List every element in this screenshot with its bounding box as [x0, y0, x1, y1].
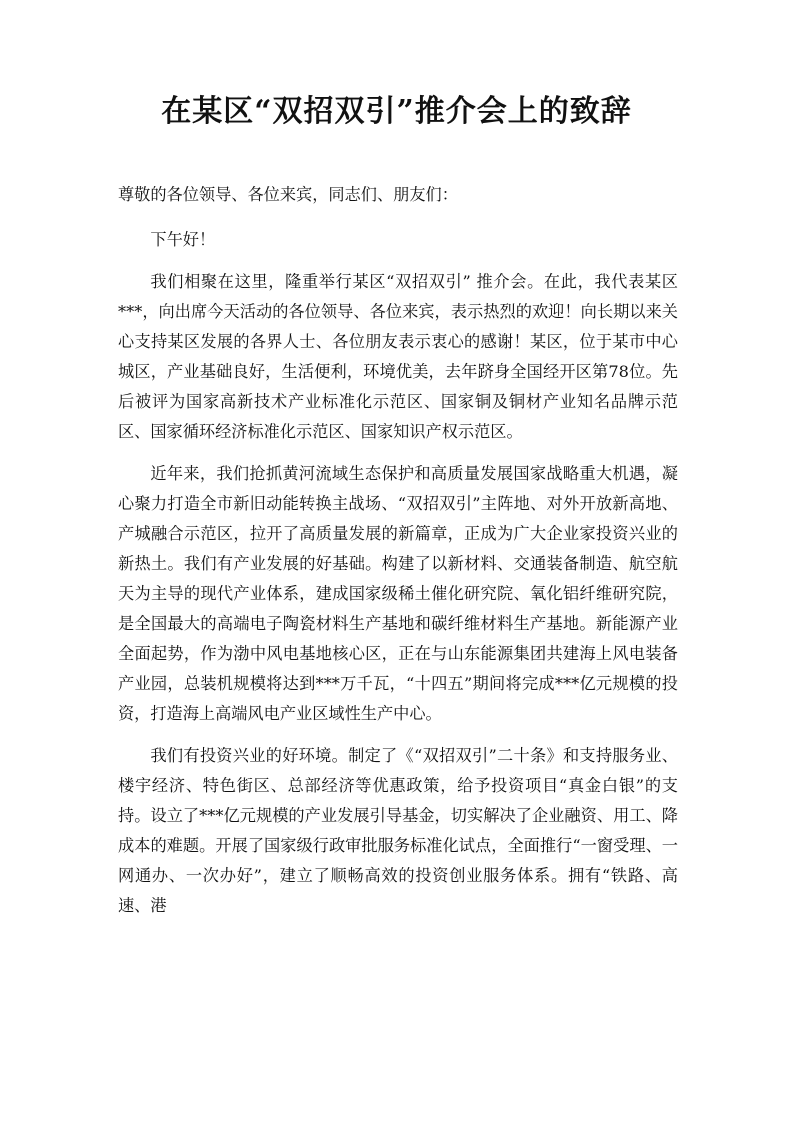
document-title: 在某区“双招双引”推介会上的致辞 — [161, 94, 632, 129]
paragraph-environment: 我们有投资兴业的好环境。制定了《“双招双引”二十条》和支持服务业、楼宇经济、特色街区、总部经济等优惠政策，给予投资项目“真金白银”的支持。设立了***亿元规模的产业发展引导基金，切实解决了企业融资、用工、降成本的难题。开展了国家级行政审批服务标准化试点，全面推行“一窗受理、一网通办、一次办好”，建立了顺畅高效的投资创业服务体系。拥有“铁路、高速、港 — [118, 746, 678, 915]
paragraph-development: 近年来，我们抢抓黄河流域生态保护和高质量发展国家战略重大机遇，凝心聚力打造全市新旧动能转换主战场、“双招双引”主阵地、对外开放新高地、产城融合示范区，拉开了高质量发展的新篇章，正成为广大企业家投资兴业的新热土。我们有产业发展的好基础。构建了以新材料、交通装备制造、航空航天为主导的现代产业体系，建成国家级稀土催化研究院、氧化铝纤维研究院，是全国最大的高端电子陶瓷材料生产基地和碳纤维材料生产基地。新能源产业全面起势，作为渤中风电基地核心区，正在与山东能源集团共建海上风电装备产业园，总装机规模将达到***万千瓦，“十四五”期间将完成***亿元规模的投资，打造海上高端风电产业区域性生产中心。 — [118, 464, 678, 723]
paragraph-greeting: 下午好！ — [150, 230, 216, 249]
salutation: 尊敬的各位领导、各位来宾，同志们、朋友们： — [118, 185, 458, 204]
paragraph-welcome: 我们相聚在这里，隆重举行某区“双招双引” 推介会。在此，我代表某区***，向出席今天活动的各位领导、各位来宾，表示热烈的欢迎！向长期以来关心支持某区发展的各界人士、各位朋友表示衷心的感谢！某区，位于某市中心城区，产业基础良好，生活便利，环境优美，去年跻身全国经开区第78位。先后被评为国家高新技术产业标准化示范区、国家铜及铜材产业知名品牌示范区、国家循环经济标准化示范区、国家知识产权示范区。 — [118, 272, 678, 441]
document-body — [118, 180, 678, 933]
